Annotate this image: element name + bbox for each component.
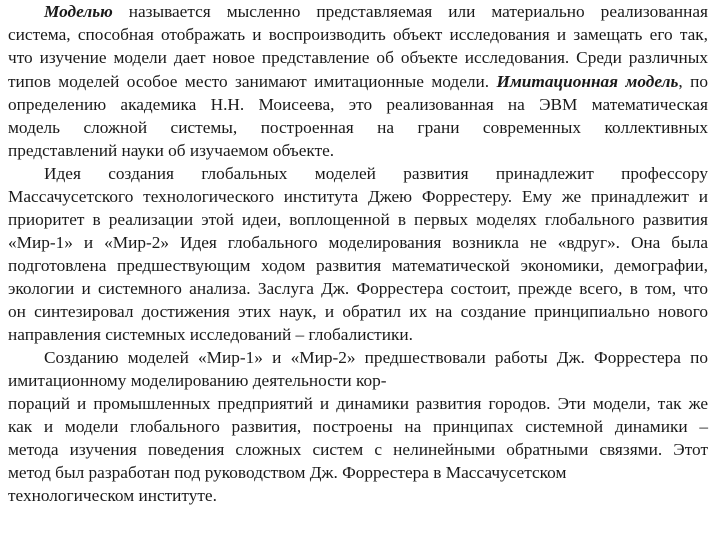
- text-line-12: подготовлена предшествующим ходом развития математической экономики, демографии,: [8, 256, 708, 275]
- term-simulation-model: Имитационная модель: [496, 72, 679, 91]
- term-model: Моделью: [44, 2, 113, 21]
- text-line-13: экологии и системного анализа. Заслуга Дж. Форрестера состоит, прежде всего, в том, что: [8, 279, 708, 298]
- text-line-17: имитационному моделированию деятельности кор-: [8, 371, 387, 390]
- text-line-1: Моделью называется мысленно представляемая или материально реализованная: [44, 2, 708, 21]
- text-line-7: представлений науки об изучаемом объекте.: [8, 141, 335, 160]
- text-line-21: метод был разработан под руководством Дж. Форрестера в Массачусетском: [8, 463, 567, 482]
- text-line-9: Массачусетского технологического института Джею Форрестеру. Ему же принадлежит и: [8, 187, 708, 206]
- text-line-5: определению академика Н.Н. Моисеева, это реализованная на ЭВМ математическая: [8, 95, 708, 114]
- text-line-14: он синтезировал достижения этих наук, и обратил их на создание принципиально нового: [8, 302, 708, 321]
- text-line-15: направления системных исследований – глобалистики.: [8, 325, 413, 344]
- text-line-6: модель сложной системы, построенная на грани современных коллективных: [8, 118, 708, 137]
- text-line-22: технологическом институте.: [8, 486, 217, 505]
- text-line-16: Созданию моделей «Мир-1» и «Мир-2» предшествовали работы Дж. Форрестера по: [44, 348, 708, 367]
- text-line-11: «Мир-1» и «Мир-2» Идея глобального моделирования возникла не «вдруг». Она была: [8, 233, 708, 252]
- text-line-3: что изучение модели дает новое представление об объекте исследования. Среди различных: [8, 48, 708, 67]
- text-line-18: пораций и промышленных предприятий и динамики развития городов. Эти модели, так же: [8, 394, 708, 413]
- text-line-10: приоритет в реализации этой идеи, воплощенной в первых моделях глобального развития: [8, 210, 708, 229]
- text-line-8: Идея создания глобальных моделей развития принадлежит профессору: [44, 164, 708, 183]
- text-line-2: система, способная отображать и воспроизводить объект исследования и замещать его так,: [8, 25, 708, 44]
- text-line-4: типов моделей особое место занимают имитационные модели. Имитационная модель, по: [8, 72, 708, 91]
- text-line-19: как и модели глобального развития, построены на принципах системной динамики –: [8, 417, 708, 436]
- text-line-20: метода изучения поведения сложных систем с нелинейными обратными связями. Этот: [8, 440, 708, 459]
